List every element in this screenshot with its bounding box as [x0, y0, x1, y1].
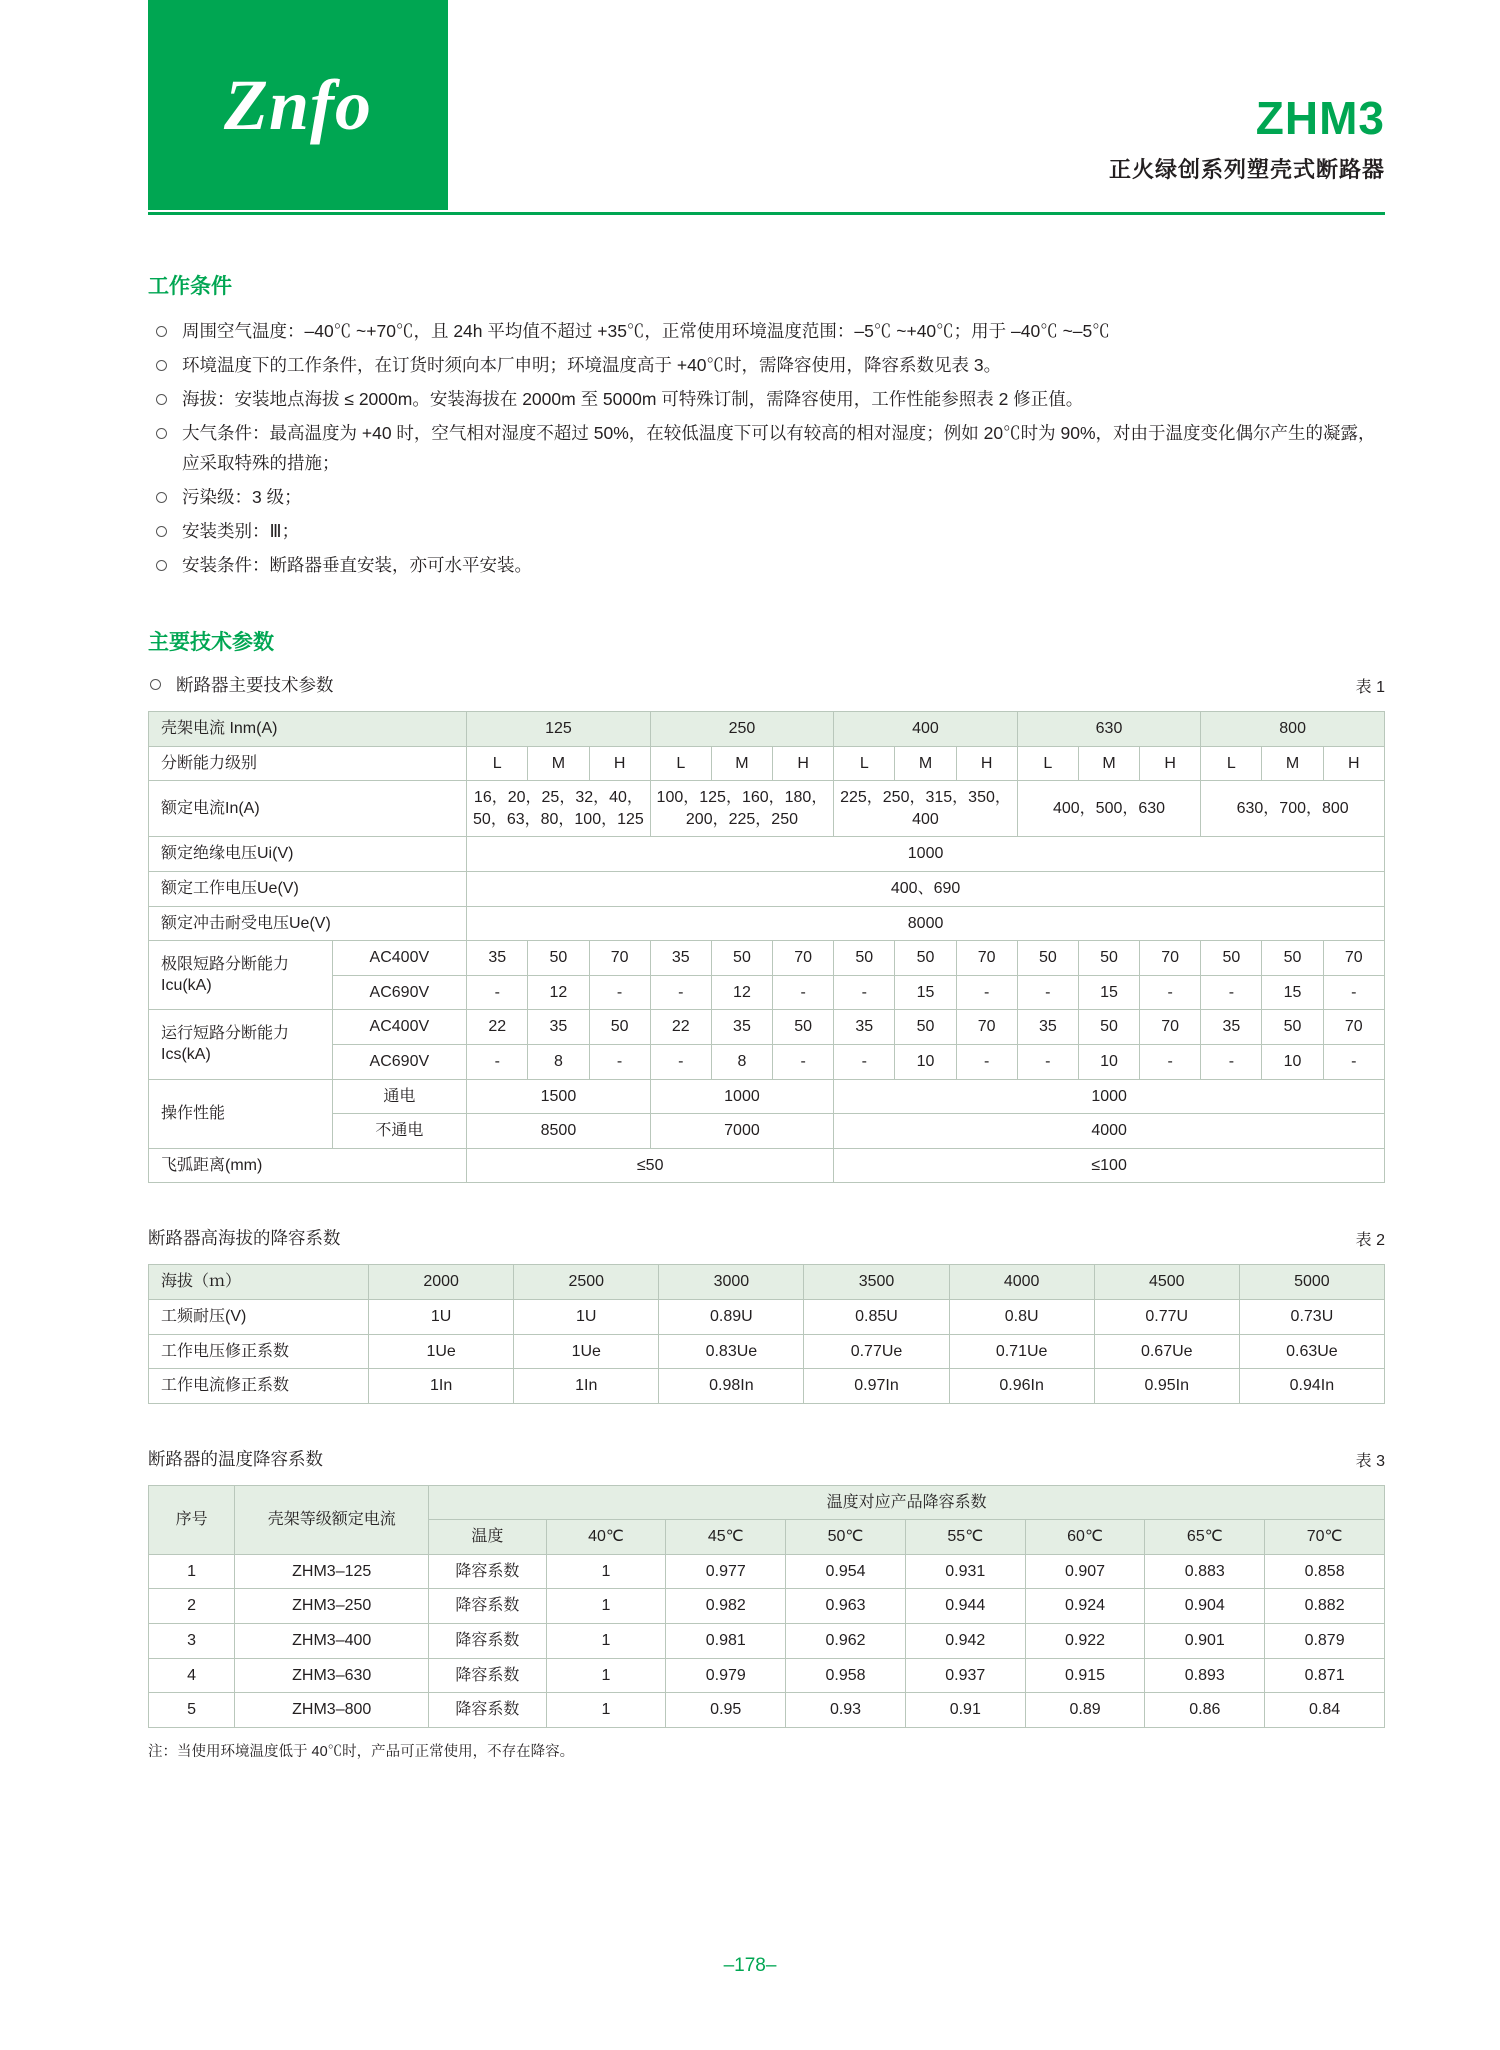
- icu-ac400-value: 50: [895, 941, 956, 976]
- table-row: [149, 1485, 1385, 1520]
- cell: 1U: [369, 1299, 514, 1334]
- cell: 0.944: [905, 1589, 1025, 1624]
- break-level: L: [834, 746, 895, 781]
- table-row: [149, 1658, 1385, 1693]
- ics-ac690-value: -: [1201, 1044, 1262, 1079]
- ics-ac690-label: AC690V: [332, 1044, 467, 1079]
- row-no: 2: [149, 1589, 235, 1624]
- altitude-value: 4500: [1094, 1265, 1239, 1300]
- icu-ac400-value: 50: [528, 941, 589, 976]
- arc-distance-label: 飞弧距离(mm): [149, 1148, 467, 1183]
- section-title-working-conditions: 工作条件: [148, 275, 232, 298]
- ics-ac690-value: 8: [528, 1044, 589, 1079]
- cell: 0.96In: [949, 1369, 1094, 1404]
- col-no-header: 序号: [149, 1485, 235, 1554]
- uimp-value: 8000: [467, 906, 1385, 941]
- ue-value: 400、690: [467, 871, 1385, 906]
- icu-ac690-value: -: [650, 975, 711, 1010]
- icu-ac400-value: 50: [1262, 941, 1323, 976]
- list-item: 周围空气温度：–40℃ ~+70℃，且 24h 平均值不超过 +35℃，正常使用环境温度范围：–5℃ ~+40℃；用于 –40℃ ~–5℃: [154, 316, 1385, 346]
- frame-800: 800: [1201, 712, 1385, 747]
- row-label: 工作电压修正系数: [149, 1334, 369, 1369]
- list-item: 安装条件：断路器垂直安装，亦可水平安装。: [154, 550, 1385, 580]
- temp-value: 45℃: [666, 1520, 786, 1555]
- ics-ac400-value: 50: [1262, 1010, 1323, 1045]
- cell: 0.84: [1265, 1693, 1385, 1728]
- icu-ac690-value: 15: [1078, 975, 1139, 1010]
- cell: 0.931: [905, 1554, 1025, 1589]
- ics-ac690-value: -: [834, 1044, 895, 1079]
- icu-ac690-value: -: [956, 975, 1017, 1010]
- operation-off-label: 不通电: [332, 1114, 467, 1149]
- rated-current-250: 100，125，160，180，200，225，250: [650, 781, 834, 837]
- ics-ac690-value: 8: [711, 1044, 772, 1079]
- row-no: 1: [149, 1554, 235, 1589]
- altitude-value: 2500: [514, 1265, 659, 1300]
- cell: 1In: [514, 1369, 659, 1404]
- break-level: H: [773, 746, 834, 781]
- cell: 0.963: [786, 1589, 906, 1624]
- uimp-label: 额定冲击耐受电压Ue(V): [149, 906, 467, 941]
- ui-label: 额定绝缘电压Ui(V): [149, 837, 467, 872]
- icu-ac690-value: -: [467, 975, 528, 1010]
- ics-label: 运行短路分断能力Ics(kA): [149, 1010, 333, 1079]
- icu-ac690-value: -: [1323, 975, 1384, 1010]
- table-row: [149, 1044, 1385, 1079]
- row-label: 工频耐压(V): [149, 1299, 369, 1334]
- icu-label: 极限短路分断能力Icu(kA): [149, 941, 333, 1010]
- altitude-value: 5000: [1239, 1265, 1384, 1300]
- table1-number: 表 1: [1355, 679, 1385, 696]
- table-row: [149, 712, 1385, 747]
- temp-value: 40℃: [546, 1520, 666, 1555]
- cell: 0.77Ue: [804, 1334, 949, 1369]
- break-level: H: [589, 746, 650, 781]
- table2-caption-row: [148, 1225, 1385, 1250]
- ics-ac400-value: 50: [773, 1010, 834, 1045]
- cell: 0.882: [1265, 1589, 1385, 1624]
- icu-ac400-value: 50: [1017, 941, 1078, 976]
- table-row: [149, 1624, 1385, 1659]
- row-frame: ZHM3–400: [235, 1624, 429, 1659]
- ics-ac400-value: 50: [1078, 1010, 1139, 1045]
- ics-ac690-value: 10: [895, 1044, 956, 1079]
- cell: 0.71Ue: [949, 1334, 1094, 1369]
- operation-off-rest: 4000: [834, 1114, 1385, 1149]
- ics-ac690-value: -: [1140, 1044, 1201, 1079]
- header-titles: [1108, 92, 1385, 184]
- page-content: [148, 270, 1385, 1761]
- cell: 1: [546, 1589, 666, 1624]
- ics-ac690-value: -: [650, 1044, 711, 1079]
- cell: 0.8U: [949, 1299, 1094, 1334]
- cell: 0.883: [1145, 1554, 1265, 1589]
- frame-125: 125: [467, 712, 651, 747]
- ics-ac690-value: 10: [1262, 1044, 1323, 1079]
- cell: 0.958: [786, 1658, 906, 1693]
- temperature-derating-table: [148, 1485, 1385, 1728]
- ics-ac690-value: 10: [1078, 1044, 1139, 1079]
- icu-ac400-value: 35: [467, 941, 528, 976]
- table-row: [149, 1148, 1385, 1183]
- break-level: L: [467, 746, 528, 781]
- frame-250: 250: [650, 712, 834, 747]
- ics-ac400-value: 35: [1017, 1010, 1078, 1045]
- ics-ac400-value: 70: [1140, 1010, 1201, 1045]
- ics-ac400-value: 70: [1323, 1010, 1384, 1045]
- ics-ac400-value: 35: [834, 1010, 895, 1045]
- break-level: M: [1078, 746, 1139, 781]
- temp-value: 65℃: [1145, 1520, 1265, 1555]
- icu-ac690-value: 12: [711, 975, 772, 1010]
- break-level: L: [1017, 746, 1078, 781]
- row-frame: ZHM3–125: [235, 1554, 429, 1589]
- cell: 0.977: [666, 1554, 786, 1589]
- altitude-label: 海拔（ｍ）: [149, 1265, 369, 1300]
- rated-current-125: 16，20，25，32，40，50，63，80，100，125: [467, 781, 651, 837]
- icu-ac400-value: 70: [956, 941, 1017, 976]
- cell: 0.879: [1265, 1624, 1385, 1659]
- break-level-label: 分断能力级别: [149, 746, 467, 781]
- rated-current-400: 225，250，315，350，400: [834, 781, 1018, 837]
- break-level: M: [895, 746, 956, 781]
- ics-ac400-value: 50: [589, 1010, 650, 1045]
- icu-ac400-value: 50: [1201, 941, 1262, 976]
- operation-off-250: 7000: [650, 1114, 834, 1149]
- temp-value: 55℃: [905, 1520, 1025, 1555]
- row-no: 4: [149, 1658, 235, 1693]
- operation-on-125: 1500: [467, 1079, 651, 1114]
- ics-ac400-label: AC400V: [332, 1010, 467, 1045]
- cell: 1U: [514, 1299, 659, 1334]
- table3-note: 注：当使用环境温度低于 40℃时，产品可正常使用，不存在降容。: [148, 1743, 575, 1760]
- cell: 0.979: [666, 1658, 786, 1693]
- cell: 0.85U: [804, 1299, 949, 1334]
- temp-value: 70℃: [1265, 1520, 1385, 1555]
- cell: 1: [546, 1693, 666, 1728]
- temp-value: 50℃: [786, 1520, 906, 1555]
- operation-label: 操作性能: [149, 1079, 333, 1148]
- cell: 0.962: [786, 1624, 906, 1659]
- cell: 0.91: [905, 1693, 1025, 1728]
- icu-ac400-value: 35: [650, 941, 711, 976]
- ics-ac690-value: -: [773, 1044, 834, 1079]
- cell: 0.937: [905, 1658, 1025, 1693]
- row-factor-label: 降容系数: [429, 1658, 546, 1693]
- table-row: [149, 1369, 1385, 1404]
- cell: 0.97In: [804, 1369, 949, 1404]
- group-header: 温度对应产品降容系数: [429, 1485, 1385, 1520]
- cell: 1Ue: [369, 1334, 514, 1369]
- cell: 0.89: [1025, 1693, 1145, 1728]
- table3-number: 表 3: [1355, 1452, 1385, 1470]
- cell: 0.94In: [1239, 1369, 1384, 1404]
- rated-current-800: 630，700，800: [1201, 781, 1385, 837]
- page-number: –178–: [723, 1955, 777, 1976]
- rated-current-label: 额定电流In(A): [149, 781, 467, 837]
- ics-ac690-value: -: [589, 1044, 650, 1079]
- table-row: [149, 1299, 1385, 1334]
- altitude-value: 4000: [949, 1265, 1094, 1300]
- icu-ac690-value: 12: [528, 975, 589, 1010]
- cell: 0.93: [786, 1693, 906, 1728]
- icu-ac400-value: 70: [1323, 941, 1384, 976]
- table2-caption: 断路器高海拔的降容系数: [148, 1228, 341, 1249]
- break-level: L: [1201, 746, 1262, 781]
- main-parameters-table: [148, 711, 1385, 1183]
- ics-ac400-value: 22: [467, 1010, 528, 1045]
- ics-ac400-value: 35: [711, 1010, 772, 1045]
- product-model: ZHM3: [1255, 92, 1385, 144]
- cell: 0.901: [1145, 1624, 1265, 1659]
- header-divider: [148, 212, 1385, 215]
- table1-caption-row: [148, 672, 1385, 697]
- cell: 0.63Ue: [1239, 1334, 1384, 1369]
- row-factor-label: 降容系数: [429, 1624, 546, 1659]
- ue-label: 额定工作电压Ue(V): [149, 871, 467, 906]
- cell: 1: [546, 1624, 666, 1659]
- table-row: [149, 941, 1385, 976]
- icu-ac400-value: 70: [773, 941, 834, 976]
- break-level: M: [528, 746, 589, 781]
- list-item: 安装类别：Ⅲ；: [154, 516, 1385, 546]
- list-item: 环境温度下的工作条件，在订货时须向本厂申明；环境温度高于 +40℃时，需降容使用，降容系数见表 3。: [154, 350, 1385, 380]
- operation-off-125: 8500: [467, 1114, 651, 1149]
- ics-ac690-value: -: [1323, 1044, 1384, 1079]
- cell: 0.904: [1145, 1589, 1265, 1624]
- brand-logo-text: Znfo: [224, 64, 372, 145]
- row-frame: ZHM3–800: [235, 1693, 429, 1728]
- table1-caption: 断路器主要技术参数: [148, 672, 334, 697]
- table-row: [149, 781, 1385, 837]
- operation-on-250: 1000: [650, 1079, 834, 1114]
- table-row: [149, 1334, 1385, 1369]
- frame-current-label: 壳架电流 Inm(A): [149, 712, 467, 747]
- product-subtitle: 正火绿创系列塑壳式断路器: [1108, 157, 1385, 182]
- icu-ac400-value: 50: [1078, 941, 1139, 976]
- frame-630: 630: [1017, 712, 1201, 747]
- list-item: 海拔：安装地点海拔 ≤ 2000m。安装海拔在 2000m 至 5000m 可特殊订制，需降容使用，工作性能参照表 2 修正值。: [154, 384, 1385, 414]
- table-row: [149, 871, 1385, 906]
- table-row: [149, 1079, 1385, 1114]
- cell: 0.858: [1265, 1554, 1385, 1589]
- row-no: 5: [149, 1693, 235, 1728]
- icu-ac690-value: -: [1201, 975, 1262, 1010]
- table-row: [149, 1010, 1385, 1045]
- table-row: [149, 837, 1385, 872]
- icu-ac400-value: 50: [834, 941, 895, 976]
- operation-on-rest: 1000: [834, 1079, 1385, 1114]
- ics-ac400-value: 22: [650, 1010, 711, 1045]
- section-title-main-parameters: 主要技术参数: [148, 631, 274, 654]
- row-no: 3: [149, 1624, 235, 1659]
- icu-ac400-value: 70: [1140, 941, 1201, 976]
- cell: 0.83Ue: [659, 1334, 804, 1369]
- icu-ac400-label: AC400V: [332, 941, 467, 976]
- icu-ac690-value: 15: [895, 975, 956, 1010]
- cell: 0.893: [1145, 1658, 1265, 1693]
- cell: 0.982: [666, 1589, 786, 1624]
- icu-ac690-value: -: [1017, 975, 1078, 1010]
- altitude-value: 2000: [369, 1265, 514, 1300]
- cell: 0.942: [905, 1624, 1025, 1659]
- icu-ac690-label: AC690V: [332, 975, 467, 1010]
- icu-ac400-value: 50: [711, 941, 772, 976]
- temp-value: 60℃: [1025, 1520, 1145, 1555]
- table-row: [149, 1265, 1385, 1300]
- break-level: M: [711, 746, 772, 781]
- icu-ac400-value: 70: [589, 941, 650, 976]
- break-level: H: [956, 746, 1017, 781]
- icu-ac690-value: -: [834, 975, 895, 1010]
- ics-ac400-value: 50: [895, 1010, 956, 1045]
- table3-caption: 断路器的温度降容系数: [148, 1448, 323, 1469]
- ics-ac690-value: -: [467, 1044, 528, 1079]
- icu-ac690-value: -: [773, 975, 834, 1010]
- table-row: [149, 975, 1385, 1010]
- cell: 1: [546, 1554, 666, 1589]
- row-factor-label: 降容系数: [429, 1554, 546, 1589]
- row-label: 工作电流修正系数: [149, 1369, 369, 1404]
- ui-value: 1000: [467, 837, 1385, 872]
- ics-ac400-value: 70: [956, 1010, 1017, 1045]
- break-level: L: [650, 746, 711, 781]
- rated-current-630: 400，500，630: [1017, 781, 1201, 837]
- ics-ac690-value: -: [1017, 1044, 1078, 1079]
- col-frame-header: 壳架等级额定电流: [235, 1485, 429, 1554]
- row-factor-label: 降容系数: [429, 1693, 546, 1728]
- cell: 0.871: [1265, 1658, 1385, 1693]
- table-row: [149, 1114, 1385, 1149]
- table-row: [149, 1693, 1385, 1728]
- arc-distance-small: ≤50: [467, 1148, 834, 1183]
- break-level: M: [1262, 746, 1323, 781]
- icu-ac690-value: 15: [1262, 975, 1323, 1010]
- cell: 0.924: [1025, 1589, 1145, 1624]
- cell: 0.89U: [659, 1299, 804, 1334]
- cell: 0.915: [1025, 1658, 1145, 1693]
- cell: 0.86: [1145, 1693, 1265, 1728]
- cell: 0.67Ue: [1094, 1334, 1239, 1369]
- cell: 1: [546, 1658, 666, 1693]
- ics-ac400-value: 35: [1201, 1010, 1262, 1045]
- row-factor-label: 降容系数: [429, 1589, 546, 1624]
- cell: 0.922: [1025, 1624, 1145, 1659]
- cell: 0.981: [666, 1624, 786, 1659]
- table3-caption-row: [148, 1446, 1385, 1471]
- page-header: [0, 0, 1500, 215]
- ics-ac690-value: -: [956, 1044, 1017, 1079]
- list-item: 大气条件：最高温度为 +40 时，空气相对湿度不超过 50%，在较低温度下可以有较高的相对湿度；例如 20℃时为 90%，对由于温度变化偶尔产生的凝露，应采取特殊的措施；: [154, 418, 1385, 478]
- temp-label: 温度: [429, 1520, 546, 1555]
- ics-ac400-value: 35: [528, 1010, 589, 1045]
- cell: 0.95: [666, 1693, 786, 1728]
- cell: 0.954: [786, 1554, 906, 1589]
- table-row: [149, 1554, 1385, 1589]
- table2-number: 表 2: [1355, 1232, 1385, 1250]
- table-row: [149, 746, 1385, 781]
- cell: 1In: [369, 1369, 514, 1404]
- cell: 1Ue: [514, 1334, 659, 1369]
- brand-logo: [148, 0, 448, 210]
- cell: 0.77U: [1094, 1299, 1239, 1334]
- break-level: H: [1140, 746, 1201, 781]
- table-row: [149, 906, 1385, 941]
- operation-on-label: 通电: [332, 1079, 467, 1114]
- arc-distance-large: ≤100: [834, 1148, 1385, 1183]
- row-frame: ZHM3–250: [235, 1589, 429, 1624]
- list-item: 污染级：3 级；: [154, 482, 1385, 512]
- cell: 0.95In: [1094, 1369, 1239, 1404]
- working-conditions-list: [154, 316, 1385, 580]
- altitude-value: 3500: [804, 1265, 949, 1300]
- row-frame: ZHM3–630: [235, 1658, 429, 1693]
- cell: 0.73U: [1239, 1299, 1384, 1334]
- table-row: [149, 1589, 1385, 1624]
- cell: 0.98In: [659, 1369, 804, 1404]
- altitude-derating-table: [148, 1264, 1385, 1403]
- icu-ac690-value: -: [1140, 975, 1201, 1010]
- break-level: H: [1323, 746, 1384, 781]
- frame-400: 400: [834, 712, 1018, 747]
- icu-ac690-value: -: [589, 975, 650, 1010]
- cell: 0.907: [1025, 1554, 1145, 1589]
- altitude-value: 3000: [659, 1265, 804, 1300]
